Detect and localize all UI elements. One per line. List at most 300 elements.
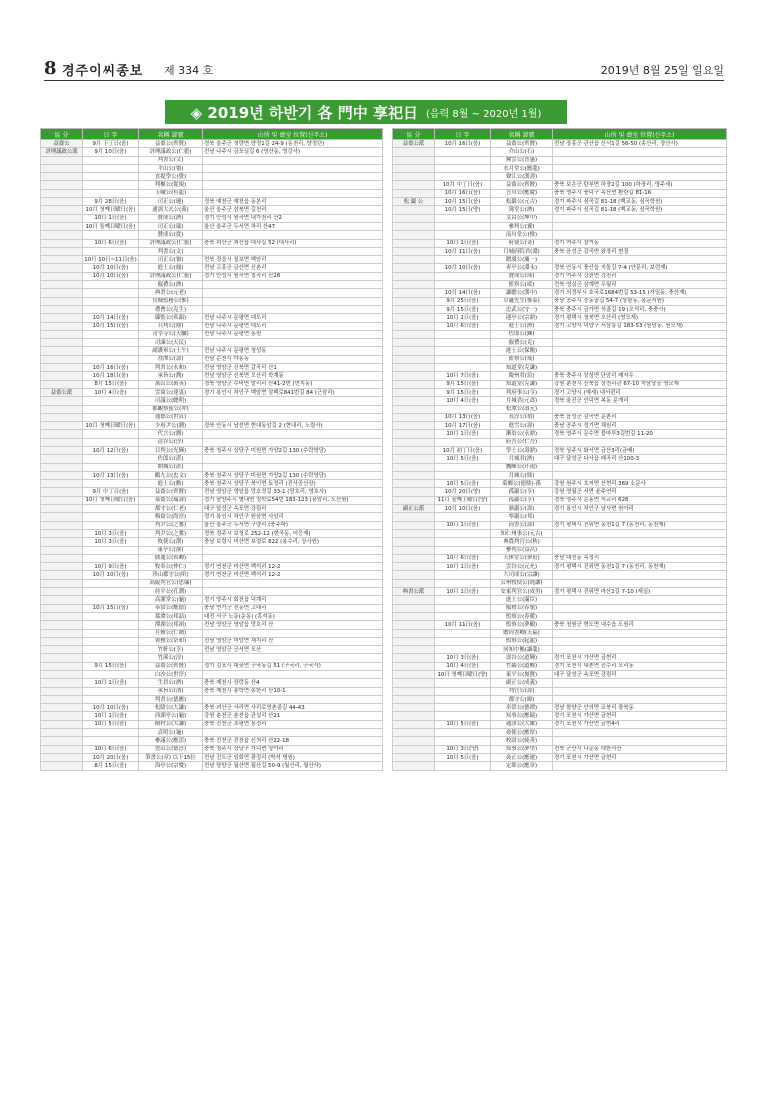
cell-category: 副正公派 [393, 505, 435, 513]
table-row [41, 762, 383, 770]
table-row [41, 563, 383, 571]
table-row [393, 405, 727, 413]
table-row [393, 189, 727, 197]
title-sub: (음력 8월 ~ 2020년 1월) [425, 108, 542, 120]
cell-category [41, 364, 83, 372]
cell-name: 長淳公(禧) [491, 413, 553, 421]
cell-category [41, 753, 83, 761]
cell-location [203, 554, 383, 562]
cell-location [553, 646, 727, 654]
cell-date [435, 231, 491, 239]
table-row [393, 173, 727, 181]
table-row [393, 745, 727, 753]
cell-category: 典書公派 [393, 588, 435, 596]
table-row [41, 438, 383, 446]
table-row [393, 148, 727, 156]
cell-location [553, 729, 727, 737]
cell-date [83, 729, 139, 737]
table-row [393, 422, 727, 430]
cell-name: 東亭公(瀷) [139, 546, 203, 554]
cell-date: 9月 中丁日(음) [83, 488, 139, 496]
cell-location: 충북 음성군 감곡면 문촌리 [553, 413, 727, 421]
cell-category [41, 588, 83, 596]
cell-name: 參議公(應澐) [139, 737, 203, 745]
cell-name: 大司成公(宗讓) [491, 571, 553, 579]
cell-date [83, 737, 139, 745]
cell-date: 10月 15日(양) [435, 206, 491, 214]
table-row [41, 140, 383, 148]
cell-category [393, 388, 435, 396]
table-row [41, 612, 383, 620]
cell-location: 경북 상주시 화서면 금산3리(금배) [553, 446, 727, 454]
cell-category [393, 156, 435, 164]
cell-location: 경북 안동시 남선면 현내동암길 2 (현내리, 노림사) [203, 422, 383, 430]
cell-date: 10月 첫째日曜日(음) [83, 206, 139, 214]
cell-category [393, 355, 435, 363]
table-row [393, 247, 727, 255]
cell-category [393, 347, 435, 355]
cell-name: 月雅公(仁潤) [139, 629, 203, 637]
cell-category [41, 380, 83, 388]
cell-category [41, 322, 83, 330]
cell-category [393, 455, 435, 463]
cell-date: 10月 5日(음) [435, 480, 491, 488]
cell-name: 副護軍公(士午) [139, 347, 203, 355]
left-schedule-table [40, 128, 383, 771]
cell-location [553, 214, 727, 222]
table-row [393, 181, 727, 189]
cell-location: 전남 영암군 신북면 모산리 학계동 [203, 372, 383, 380]
cell-date: 10月 1日(음) [435, 588, 491, 596]
cell-location: 충북 괴산군 괴산읍 대사길 52 (대사리) [203, 239, 383, 247]
table-row [41, 646, 383, 654]
cell-date [435, 164, 491, 172]
cell-date: 10月 첫째日曜日(음) [83, 496, 139, 504]
cell-name: 清谷公(淳) [139, 438, 203, 446]
table-row [41, 239, 383, 247]
cell-location: 충북 진천군 진천읍 신척리 산22-18 [203, 737, 383, 745]
table-row [41, 413, 383, 421]
cell-location [553, 546, 727, 554]
cell-location: 경기 포천시 가산면 금현4리 [553, 720, 727, 728]
table-row [393, 646, 727, 654]
cell-category [393, 471, 435, 479]
table-row [41, 322, 383, 330]
cell-location [553, 347, 727, 355]
table-row [41, 446, 383, 454]
cell-date [435, 579, 491, 587]
cell-name: 尙書公(壽) [491, 521, 553, 529]
table-row [393, 322, 727, 330]
cell-date: 10月 5日(음) [83, 720, 139, 728]
table-row [393, 206, 727, 214]
cell-location [203, 579, 383, 587]
cell-name: 知事公(應瑞) [491, 712, 553, 720]
table-row [393, 762, 727, 770]
cell-location: 전북 군산시 나운동 대한사산 [553, 745, 727, 753]
table-row [393, 563, 727, 571]
cell-name: 奉常公(德潭) [491, 704, 553, 712]
table-row [41, 397, 383, 405]
cell-name: 聲江公(漢壽) [491, 173, 553, 181]
table-row [41, 695, 383, 703]
cell-name: 雲谷公(元允) [491, 563, 553, 571]
cell-name: 松潭公(壽元) [491, 405, 553, 413]
cell-location [203, 397, 383, 405]
cell-category [393, 621, 435, 629]
cell-category [393, 679, 435, 687]
cell-date: 10月 14日(음) [435, 289, 491, 297]
cell-name: 松陰公(大謙) [139, 704, 203, 712]
cell-name: 牧奉公(仲仁) [139, 563, 203, 571]
cell-name: 知仁州事公(元吉) [491, 529, 553, 537]
table-row [41, 654, 383, 662]
cell-location [553, 364, 727, 372]
cell-category: 益齋公 [41, 140, 83, 148]
table-row [41, 662, 383, 670]
cell-date: 10月 10日(음) [83, 704, 139, 712]
cell-category [393, 604, 435, 612]
cell-location: 경기 연천군 미산면 백석리 12-2 [203, 571, 383, 579]
cell-location [203, 405, 383, 413]
cell-category [41, 529, 83, 537]
cell-date: 10月 첫째日曜日(음) [83, 422, 139, 430]
cell-date [435, 438, 491, 446]
cell-location: 울산 울주군 두서면 구량리 (충주파) [203, 521, 383, 529]
table-row [393, 671, 727, 679]
table-row [41, 264, 383, 272]
cell-location [553, 339, 727, 347]
cell-date: 9月 15日(음) [435, 305, 491, 313]
cell-location [553, 629, 727, 637]
cell-name: 進士公(保衡) [491, 347, 553, 355]
cell-date: 10月 1日(음) [83, 214, 139, 222]
cell-category [393, 463, 435, 471]
cell-name: 評理議政公(仁挺) [139, 239, 203, 247]
cell-date: 9月 25日(음) [435, 297, 491, 305]
cell-date [435, 148, 491, 156]
cell-name: 鷺雲公(普惠) [491, 156, 553, 164]
cell-date: 10月 3日(음) [83, 538, 139, 546]
cell-name: 監察公(春暖) [491, 612, 553, 620]
cell-name: 少府尹公(潤) [139, 422, 203, 430]
cell-name: 司議公(聰明) [139, 397, 203, 405]
cell-category [41, 247, 83, 255]
table-row [393, 488, 727, 496]
cell-location: 경기 용인시 처인구 남사면 원아리 [553, 505, 727, 513]
cell-category [41, 538, 83, 546]
cell-date [83, 463, 139, 471]
cell-location: 강원 춘천시 신북읍 상천리관 67-10 지담당공 영모재 [553, 380, 727, 388]
cell-category [41, 372, 83, 380]
cell-name: 判書公(文) [139, 247, 203, 255]
cell-date [435, 712, 491, 720]
table-row [393, 712, 727, 720]
cell-category [393, 181, 435, 189]
cell-date [435, 546, 491, 554]
cell-location: 경북 울주군 청량면 양정1길 24-9 (동천리, 양정단) [203, 140, 383, 148]
table-row [393, 388, 727, 396]
table-row [41, 380, 383, 388]
cell-location [203, 339, 383, 347]
col-header-location: 山所 및 齋室 位置(신주소) [203, 129, 383, 140]
cell-location [553, 148, 727, 156]
cell-location: 경기 포천시 가산면 금현리 [553, 712, 727, 720]
cell-name: 進士公(滿臣) [491, 596, 553, 604]
table-row [41, 488, 383, 496]
table-row [41, 463, 383, 471]
table-row [41, 189, 383, 197]
cell-category [393, 546, 435, 554]
table-row [41, 637, 383, 645]
cell-date [435, 355, 491, 363]
cell-date [83, 281, 139, 289]
table-row [41, 430, 383, 438]
cell-name: 府使公(奇) [491, 239, 553, 247]
cell-name: 贈虞公(墉一) [491, 256, 553, 264]
table-row [41, 480, 383, 488]
table-row [393, 521, 727, 529]
cell-location [553, 762, 727, 770]
cell-location [553, 438, 727, 446]
cell-location: 울산 울주군 삼북면 길천리 [203, 206, 383, 214]
cell-location [553, 612, 727, 620]
cell-date [83, 289, 139, 297]
cell-name: 孤巖公(亨) [491, 496, 553, 504]
cell-location [203, 289, 383, 297]
cell-category [41, 397, 83, 405]
table-row [393, 446, 727, 454]
cell-date [83, 164, 139, 172]
cell-category [393, 372, 435, 380]
cell-location [203, 156, 383, 164]
table-row [393, 372, 727, 380]
cell-location [553, 695, 727, 703]
cell-date [83, 347, 139, 355]
cell-date: 9月 10日(음) [83, 148, 139, 156]
cell-name: 孤巖公(亨) [491, 488, 553, 496]
cell-name: 直提學公(覺) [139, 173, 203, 181]
cell-category [393, 164, 435, 172]
cell-location: 전남 담양군 월산면 월산길 50-9 (월산리, 월산사) [203, 762, 383, 770]
cell-date [435, 364, 491, 372]
table-row [393, 397, 727, 405]
cell-category [393, 264, 435, 272]
cell-location: 대구 달성군 옥포면 강림리 [203, 505, 383, 513]
table-row [41, 455, 383, 463]
cell-category [393, 671, 435, 679]
cell-date: 10月 中丁日(음) [435, 181, 491, 189]
table-row [393, 538, 727, 546]
cell-date [435, 330, 491, 338]
cell-date [435, 637, 491, 645]
cell-category: 松 巖 公 [393, 198, 435, 206]
cell-date [83, 189, 139, 197]
table-row [393, 430, 727, 438]
cell-category [393, 247, 435, 255]
cell-name: 竹軒公(亨) [139, 646, 203, 654]
cell-category [393, 173, 435, 181]
cell-name: 承旨公(潤) [139, 372, 203, 380]
cell-location [203, 164, 383, 172]
cell-category [393, 563, 435, 571]
cell-name: 鶴九公(忠文) [139, 471, 203, 479]
table-row [41, 596, 383, 604]
cell-location: 전남 영암군 영암읍 망호리 산 [203, 621, 383, 629]
cell-name: 司諫公(天民) [139, 339, 203, 347]
cell-name: 府吾公(仁吾) [491, 438, 553, 446]
cell-category [393, 662, 435, 670]
cell-date [435, 339, 491, 347]
cell-date [83, 646, 139, 654]
cell-category [393, 687, 435, 695]
cell-name: 贊成公(琰) [491, 272, 553, 280]
cell-category [393, 289, 435, 297]
cell-location [553, 529, 727, 537]
cell-date [435, 471, 491, 479]
cell-date [83, 355, 139, 363]
issue-date: 2019년 8월 25일 일요일 [600, 64, 724, 77]
table-row [393, 529, 727, 537]
table-row [393, 596, 727, 604]
table-row [393, 480, 727, 488]
cell-name: 壽谷公(道輝) [491, 654, 553, 662]
cell-category [41, 214, 83, 222]
table-row [393, 695, 727, 703]
cell-location: 전남 영암군 영암읍 망호정길 33-1 (망호리, 영호사) [203, 488, 383, 496]
table-row [41, 720, 383, 728]
cell-name: 判尹公(之奮) [139, 521, 203, 529]
table-row [41, 372, 383, 380]
cell-name: 平山公(嶺) [139, 164, 203, 172]
table-row [41, 505, 383, 513]
cell-location: 충남 대전동 목정리 [553, 554, 727, 562]
table-row [41, 173, 383, 181]
cell-category [41, 272, 83, 280]
cell-name: 司正公(嶺) [139, 256, 203, 264]
cell-date [83, 430, 139, 438]
table-row [393, 621, 727, 629]
cell-location [203, 671, 383, 679]
cell-date: 10月 3日(음) [83, 529, 139, 537]
cell-name: 澄潭公(壽) [139, 355, 203, 363]
cell-location: 충남 공주시 정기면 채원리 [553, 422, 727, 430]
cell-name: 豊山公(德淳) [139, 745, 203, 753]
cell-location [203, 463, 383, 471]
cell-name: 益齋公(齊賢) [139, 488, 203, 496]
cell-location [553, 604, 727, 612]
cell-date: 10月 4日(음) [435, 662, 491, 670]
cell-name: 定郞公(應章) [491, 762, 553, 770]
cell-category [41, 563, 83, 571]
table-row [41, 571, 383, 579]
cell-category [393, 737, 435, 745]
cell-name: 月城君(濟) [491, 455, 553, 463]
cell-name: 孰巖公(壽) [491, 505, 553, 513]
cell-date [83, 612, 139, 620]
col-header-name: 名稱 諱號 [139, 129, 203, 140]
cell-category [41, 222, 83, 230]
cell-name: 樹村公(大謙) [139, 720, 203, 728]
cell-location: 경북 울진군 인덕면 복동 문개리 [553, 397, 727, 405]
cell-category [41, 231, 83, 239]
cell-date: 9月 15日(음) [435, 388, 491, 396]
cell-date [435, 529, 491, 537]
cell-location: 경기 용인시 처인구 원삼면 사암리 [203, 513, 383, 521]
cell-location: 경북 경주시 보청로 252-12 (현곡동, 어등재) [203, 529, 383, 537]
cell-date [83, 637, 139, 645]
table-row [41, 256, 383, 264]
cell-name: 文昌公(坤中) [491, 214, 553, 222]
cell-date: 9月 下丁日(음) [83, 140, 139, 148]
table-row [41, 355, 383, 363]
cell-date: 10月 9日(음) [83, 563, 139, 571]
cell-location: 경기 포천시 가산면 금현리 [553, 753, 727, 761]
table-row [393, 239, 727, 247]
cell-date: 10月 14日(음) [83, 314, 139, 322]
cell-category: 益齋公派 [393, 140, 435, 148]
cell-category [41, 446, 83, 454]
cell-date [83, 695, 139, 703]
table-row [41, 206, 383, 214]
cell-name: 梅窩公(尚淳) [139, 513, 203, 521]
cell-name: 都觀察使公(冲) [139, 405, 203, 413]
cell-category [41, 612, 83, 620]
cell-category [393, 305, 435, 313]
cell-name: 同知中樞(謙龍) [491, 646, 553, 654]
cell-location: 경기 고양시 (예세) 내서편리 [553, 388, 727, 396]
cell-category [41, 289, 83, 297]
table-row [41, 364, 383, 372]
cell-category [41, 488, 83, 496]
cell-category [41, 513, 83, 521]
cell-category [41, 704, 83, 712]
cell-date [435, 173, 491, 181]
cell-name: 高陵判官公(思廉) [139, 579, 203, 587]
cell-category [41, 729, 83, 737]
cell-location: 충북 진천군 초평면 용정리 [203, 720, 383, 728]
cell-category [393, 413, 435, 421]
cell-location: 전남 나주시 문평면 대도리 [203, 322, 383, 330]
cell-location: 대전 서구 노동(운동) (흑석동) [203, 612, 383, 620]
cell-location [553, 405, 727, 413]
table-row [41, 513, 383, 521]
cell-name: 承旨公(渻) [139, 687, 203, 695]
cell-category [41, 264, 83, 272]
cell-location: 전남 나주시 문평면 대도리 [203, 314, 383, 322]
cell-date [435, 513, 491, 521]
cell-name: 忠武公(守一) [491, 305, 553, 313]
cell-location [553, 164, 727, 172]
cell-category [41, 737, 83, 745]
cell-date: 10月 첫째日曜日(양) [435, 671, 491, 679]
table-row [393, 679, 727, 687]
table-row [393, 687, 727, 695]
cell-date [83, 231, 139, 239]
cell-category [41, 256, 83, 264]
cell-name: 月城府院君(淵) [491, 247, 553, 255]
cell-name: 判書公(永和) [139, 364, 203, 372]
cell-location: 경기 양주시 회천읍 덕계리 [203, 596, 383, 604]
cell-name: 喪雅公(奈和) [139, 637, 203, 645]
cell-location [553, 156, 727, 164]
table-row [41, 621, 383, 629]
table-row [393, 554, 727, 562]
cell-category: 益齋公派 [41, 388, 83, 396]
cell-name: 白沙公(世淳) [139, 671, 203, 679]
cell-category [393, 529, 435, 537]
table-row [41, 214, 383, 222]
